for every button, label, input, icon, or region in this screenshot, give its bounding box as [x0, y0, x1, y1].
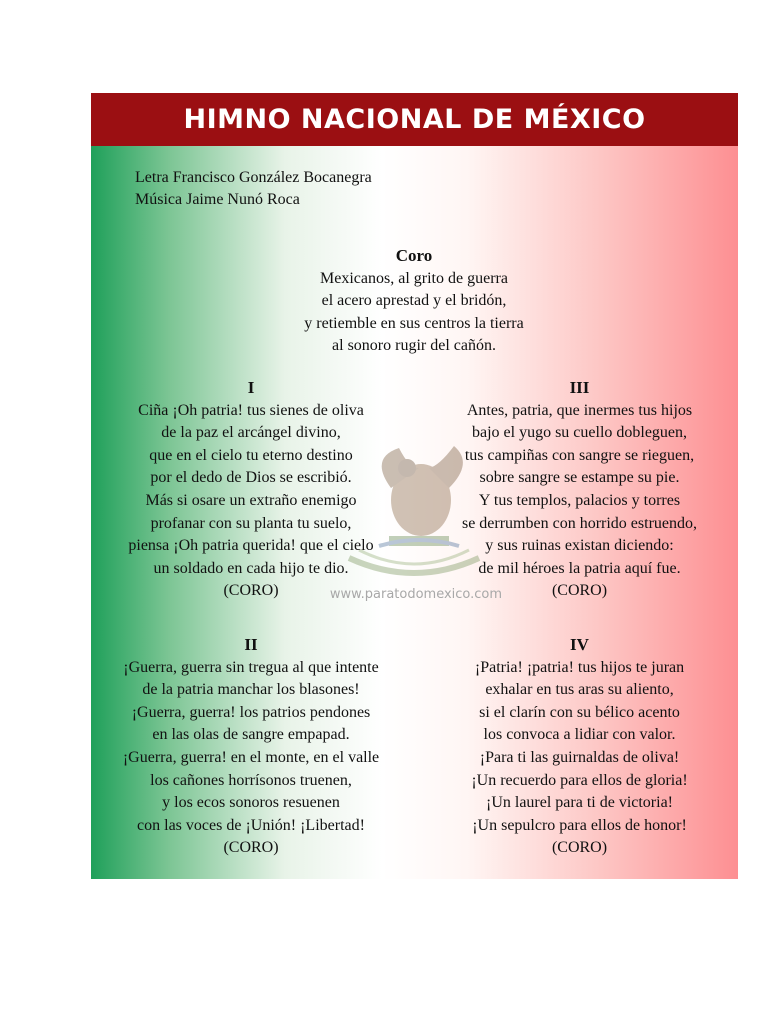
stanza-line: con las voces de ¡Unión! ¡Libertad! [137, 816, 365, 834]
stanza-line: bajo el yugo su cuello dobleguen, [471, 424, 688, 442]
stanza-3 [421, 377, 738, 603]
stanza-line: sobre sangre se estampe su pie. [479, 469, 680, 487]
chorus [264, 245, 564, 358]
stanza-line: Ciña ¡Oh patria! tus sienes de oliva [138, 401, 364, 419]
chorus-line: al sonoro rugir del cañón. [332, 337, 496, 355]
stanza-line: los convoca a lidiar con valor. [483, 726, 676, 744]
stanza-line: se derrumben con horrido estruendo, [461, 514, 698, 532]
stanza-line: Más si osare un extraño enemigo [145, 491, 357, 509]
title-banner [91, 93, 738, 146]
stanza-line: y sus ruinas existan diciendo: [485, 537, 674, 555]
stanza-line: tus campiñas con sangre se rieguen, [464, 446, 695, 464]
stanza-line: piensa ¡Oh patria querida! que el cielo [128, 537, 374, 555]
stanza-line: que en el cielo tu eterno destino [149, 446, 353, 464]
stanza-numeral: IV [570, 635, 589, 654]
stanza-line: de la paz el arcángel divino, [161, 424, 341, 442]
stanza-4 [421, 634, 738, 860]
stanza-line: ¡Guerra, guerra sin tregua al que intente [123, 658, 379, 676]
stanza-line: ¡Un laurel para ti de victoria! [485, 794, 674, 812]
stanza-numeral: III [569, 378, 590, 397]
stanza-line: si el clarín con su bélico acento [479, 703, 680, 721]
chorus-line: y retiemble en sus centros la tierra [304, 314, 524, 332]
chorus-line: Mexicanos, al grito de guerra [320, 269, 508, 287]
stanza-1 [91, 377, 411, 603]
music-credit: Música Jaime Nunó Roca [135, 191, 300, 208]
stanza-line: en las olas de sangre empapad. [152, 726, 350, 744]
chorus-line: el acero aprestad y el bridón, [321, 292, 507, 310]
chorus-heading: Coro [395, 246, 433, 265]
anthem-sheet [91, 93, 738, 879]
stanza-line: ¡Para ti las guirnaldas de oliva! [479, 748, 680, 766]
watermark: www.paratodomexico.com [329, 587, 503, 602]
stanza-2 [91, 634, 411, 860]
coro-marker: (CORO) [223, 839, 279, 857]
stanza-numeral: I [247, 378, 255, 397]
stanza-line: de mil héroes la patria aquí fue. [478, 559, 681, 577]
stanza-line: Antes, patria, que inermes tus hijos [466, 401, 693, 419]
stanza-line: ¡Un sepulcro para ellos de honor! [472, 816, 687, 834]
stanza-line: ¡Guerra, guerra! en el monte, en el valle [122, 748, 380, 766]
stanza-line: ¡Un recuerdo para ellos de gloria! [471, 771, 688, 789]
coro-marker: (CORO) [551, 582, 608, 600]
stanza-line: un soldado en cada hijo te dio. [153, 559, 349, 577]
stanza-line: los cañones horrísonos truenen, [150, 771, 352, 789]
credits [135, 167, 372, 211]
coro-marker: (CORO) [551, 839, 608, 857]
coro-marker: (CORO) [223, 582, 279, 600]
stanza-line: por el dedo de Dios se escribió. [150, 469, 352, 487]
stanza-numeral: II [244, 635, 258, 654]
stanza-line: y los ecos sonoros resuenen [162, 794, 340, 812]
stanza-line: ¡Guerra, guerra! los patrios pendones [131, 703, 371, 721]
stanza-line: de la patria manchar los blasones! [142, 681, 360, 699]
stanza-line: profanar con su planta tu suelo, [150, 514, 352, 532]
stanza-line: exhalar en tus aras su aliento, [485, 681, 674, 699]
stanza-line: Y tus templos, palacios y torres [478, 491, 681, 509]
page-title: HIMNO NACIONAL DE MÉXICO [183, 104, 646, 135]
stanza-line: ¡Patria! ¡patria! tus hijos te juran [474, 658, 685, 676]
lyrics-credit: Letra Francisco González Bocanegra [135, 169, 372, 186]
